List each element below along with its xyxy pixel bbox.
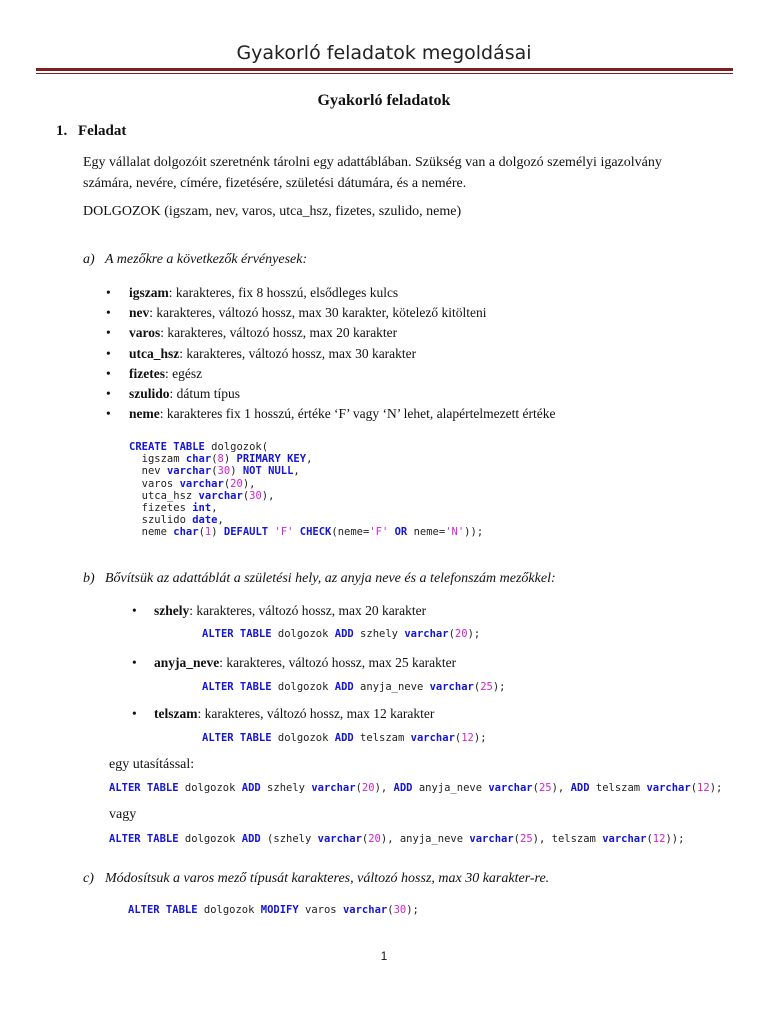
header-rule-thin: [36, 73, 733, 74]
list-item: •: [106, 366, 111, 381]
part-c-heading: Módosítsuk a varos mező típusát karakteres, változó hossz, max 30 karakter-re.: [105, 871, 550, 886]
list-item: •: [106, 346, 111, 361]
header-rule-thick: [36, 68, 733, 71]
list-item: varos: karakteres, változó hossz, max 20 karakter: [129, 325, 398, 340]
list-item: •: [132, 706, 137, 721]
list-item: •: [106, 386, 111, 401]
schema-line: DOLGOZOK (igszam, nev, varos, utca_hsz, fizetes, szulido, neme): [83, 204, 462, 219]
list-item: fizetes: egész: [129, 366, 203, 381]
list-item: szhely: karakteres, változó hossz, max 20 karakter: [154, 603, 427, 618]
or-label: vagy: [109, 807, 137, 822]
create-table-code: CREATE TABLE dolgozok( igszam char(8) PRIMARY KEY, nev varchar(30) NOT NULL, varos varchar(20), utca_hsz varchar(30), fizetes int, szulido date, neme char(1) DEFAULT 'F' CHECK(neme='F' OR neme='N'));: [129, 441, 484, 539]
alter-multi-add-code: ALTER TABLE dolgozok ADD szhely varchar(20), ADD anyja_neve varchar(25), ADD telszam varchar(12);: [109, 782, 723, 794]
list-item: •: [106, 406, 111, 421]
one-statement-label: egy utasítással:: [109, 757, 195, 772]
section-number: 1.: [56, 123, 68, 139]
list-item: •: [132, 603, 137, 618]
list-item: •: [106, 285, 111, 300]
list-item: •: [106, 325, 111, 340]
list-item: nev: karakteres, változó hossz, max 30 karakter, kötelező kitölteni: [129, 305, 487, 320]
list-item: anyja_neve: karakteres, változó hossz, max 25 karakter: [154, 655, 457, 670]
alter-szhely-code: ALTER TABLE dolgozok ADD szhely varchar(20);: [202, 628, 481, 640]
list-item: neme: karakteres fix 1 hosszú, értéke ‘F’ vagy ‘N’ lehet, alapértelmezett értéke: [129, 406, 556, 421]
list-item: szulido: dátum típus: [129, 386, 241, 401]
list-item: telszam: karakteres, változó hossz, max 12 karakter: [154, 706, 435, 721]
part-a-label: a): [83, 252, 95, 267]
alter-telszam-code: ALTER TABLE dolgozok ADD telszam varchar(12);: [202, 732, 487, 744]
list-item: •: [106, 305, 111, 320]
section-title: Feladat: [78, 123, 127, 139]
part-b-heading: Bővítsük az adattáblát a születési hely, az anyja neve és a telefonszám mezőkkel:: [105, 571, 556, 586]
list-item: igszam: karakteres, fix 8 hosszú, elsődleges kulcs: [129, 285, 399, 300]
part-c-label: c): [83, 871, 94, 886]
list-item: utca_hsz: karakteres, változó hossz, max 30 karakter: [129, 346, 417, 361]
part-a-heading: A mezőkre a következők érvényesek:: [105, 252, 308, 267]
page-number: 1: [380, 949, 388, 963]
list-item: •: [132, 655, 137, 670]
intro-line-1: Egy vállalat dolgozóit szeretnénk tárolni egy adattáblában. Szükség van a dolgozó személyi igazolvány: [83, 155, 662, 170]
alter-anyja-neve-code: ALTER TABLE dolgozok ADD anyja_neve varchar(25);: [202, 681, 506, 693]
alter-grouped-add-code: ALTER TABLE dolgozok ADD (szhely varchar(20), anyja_neve varchar(25), telszam varchar(12));: [109, 833, 685, 845]
intro-line-2: számára, nevére, címére, fizetésére, születési dátumára, és a nemére.: [83, 176, 467, 191]
alter-modify-code: ALTER TABLE dolgozok MODIFY varos varchar(30);: [128, 904, 419, 916]
document-title: Gyakorló feladatok: [317, 92, 451, 109]
running-header: Gyakorló feladatok megoldásai: [236, 42, 532, 64]
part-b-label: b): [83, 571, 95, 586]
